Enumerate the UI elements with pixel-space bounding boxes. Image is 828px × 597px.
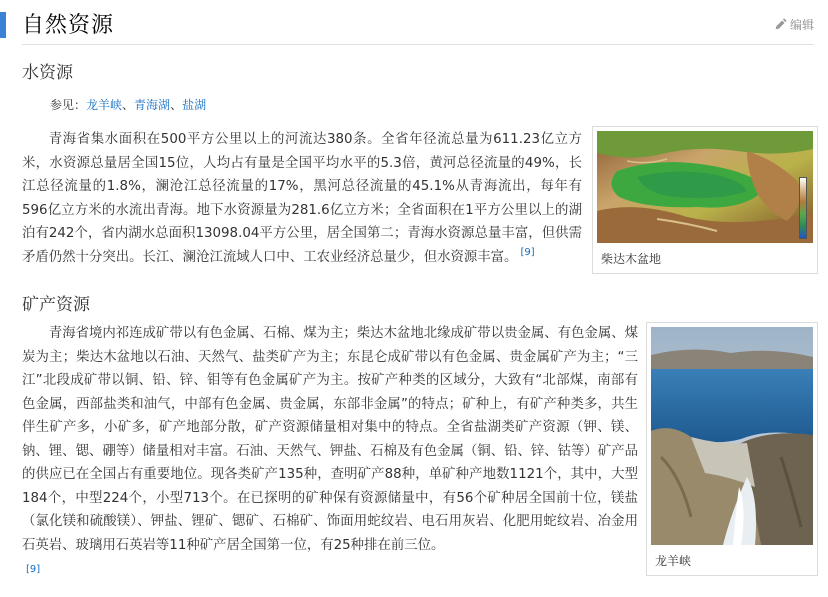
section-title: 自然资源 [22,13,115,38]
mineral-ref[interactable]: [9] [26,564,41,575]
qaidam-basin-caption: 柴达木盆地 [601,252,662,266]
link-longyangxia[interactable]: 龙羊峡 [86,98,123,112]
edit-button[interactable] [774,16,814,33]
mineral-paragraph: 青海省境内祁连成矿带以有色金属、石棉、煤为主；柴达木盆地北缘成矿带以贵金属、有色金属、煤炭为主；柴达木盆地以石油、天然气、盐类矿产为主；东昆仑成矿带以有色金属、贵金属矿产为主；“三江”北段成矿带以铜、铅、锌、钼等有色金属矿产为主。按矿产种类的区域分，大致有“北部煤，南部有色金属，西部盐类和油气，中部有色金属、贵金属，东部非金属”的特点；矿种上，有矿产种类多，共生伴生矿产多，小矿多，矿产地部分散，矿产资源储量相对集中的特点。全省盐湖类矿产资源（钾、镁、钠、锂、锶、硼等）储量相对丰富。石油、天然气、钾盐、石棉及有色金属（铜、铅、锌、钴等）矿产品的供应已在全国占有重要地位。现各类矿产135种，查明矿产88种，单矿种产地数1121个，其中，大型184个，中型224个，小型713个。在已探明的矿种保有资源储量中，有56个矿种居全国前十位，镁盐（氯化镁和硫酸镁）、钾盐、锂矿、锶矿、石棉矿、饰面用蛇纹岩、电石用灰岩、化肥用蛇纹岩、冶金用石英岩、玻璃用石英岩等11种矿产居全国第一位，有25种排在前三位。 [22,326,638,553]
link-qinghai-lake[interactable]: 青海湖 [134,98,171,112]
longyangxia-image[interactable] [651,327,813,545]
elevation-legend [799,177,807,239]
qaidam-basin-image[interactable] [597,131,813,243]
water-paragraph: 青海省集水面积在500平方公里以上的河流达380条。全省年径流总量为611.23亿立方米，水资源总量居全国15位，人均占有量是全国平均水平的5.3倍，黄河总径流量的49%，长江总径流量的1.8%，澜沧江总径流量的17%，黑河总径流量的45.1%从青海流出，每年有596亿立方米的水流出青海。地下水资源量为281.6亿立方米；全省面积在1平方公里以上的湖泊有242个，省内湖水总面积13098.04平方公里，居全国第二；青海水资源总量丰富，但供需矛盾仍然十分突出。长江、澜沧江流域人口中、工农业经济总量少，但水资源丰富。 [9] [22,132,582,265]
see-also-prefix: 参见： [50,98,87,112]
longyangxia-figure[interactable] [646,322,818,576]
mineral-heading: 矿产资源 [22,295,90,315]
title-divider [22,44,814,45]
edit-label: 编辑 [789,18,814,32]
longyangxia-caption: 龙羊峡 [655,554,692,568]
see-also-line: 参见：龙羊峡、青海湖、盐湖 [50,98,207,112]
water-ref[interactable]: [9] [520,247,535,259]
pencil-icon [774,18,787,31]
qaidam-basin-figure[interactable] [592,126,818,274]
section-accent-bar [0,12,6,38]
link-salt-lake[interactable]: 盐湖 [182,98,207,112]
water-heading: 水资源 [22,63,73,83]
